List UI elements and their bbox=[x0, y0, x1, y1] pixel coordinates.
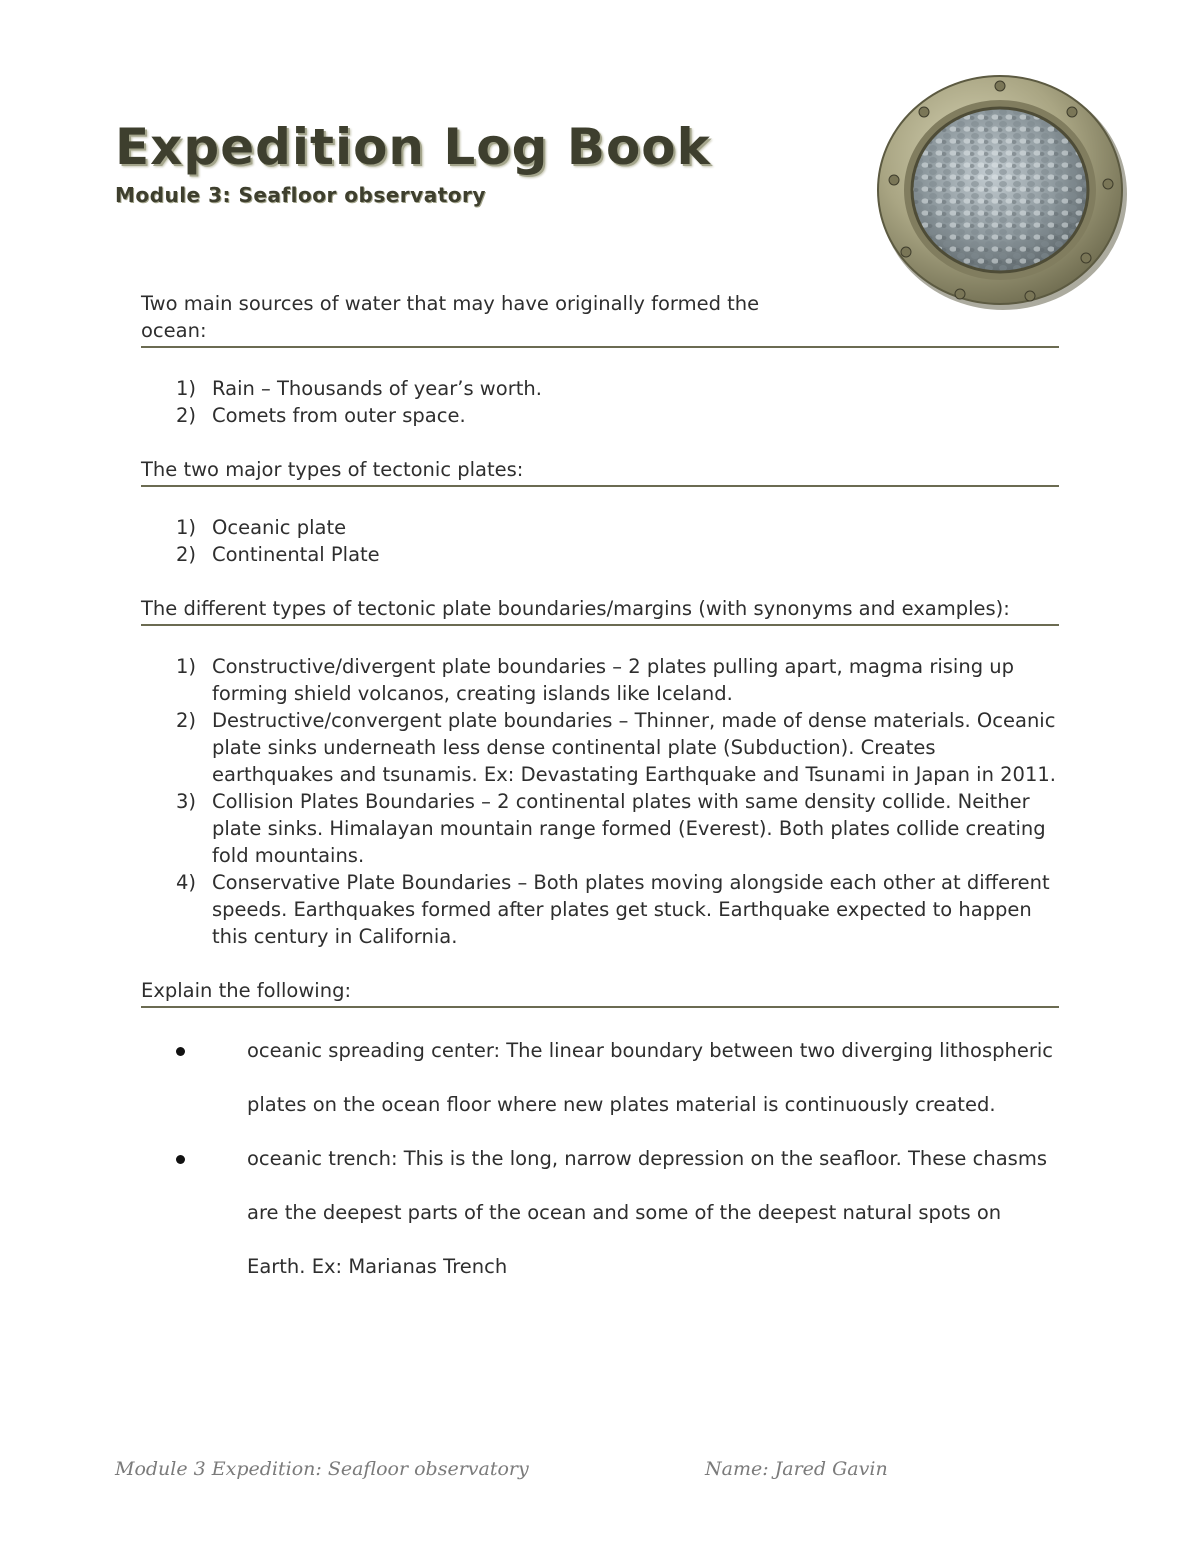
footer-module: Module 3 Expedition: Seafloor observatory bbox=[115, 1458, 529, 1480]
footer-name: Name: Jared Gavin bbox=[705, 1458, 888, 1480]
page-subtitle: Module 3: Seafloor observatory bbox=[115, 183, 486, 207]
question-plate-types: The two major types of tectonic plates: bbox=[141, 456, 1059, 487]
bullet-icon bbox=[176, 1155, 185, 1164]
list-item: 3) Collision Plates Boundaries – 2 continental plates with same density collide. Neither plate sinks. Himalayan mountain range formed (Everest). Both plates collide creating fold mountains. bbox=[176, 790, 1046, 867]
list-item: oceanic trench: This is the long, narrow depression on the seafloor. These chasms are the deepest parts of the ocean and some of the deepest natural spots on Earth. Ex: Marianas Trench bbox=[141, 1132, 1059, 1294]
list-item: 1) Rain – Thousands of year’s worth. bbox=[176, 377, 542, 400]
list-item: 4) Conservative Plate Boundaries – Both plates moving alongside each other at different speeds. Earthquakes formed after plates get stuck. Earthquake expected to happen this century in California. bbox=[176, 871, 1050, 948]
page-title: Expedition Log Book bbox=[115, 118, 711, 176]
list-item: 1) Oceanic plate bbox=[176, 516, 347, 539]
list-item: 1) Constructive/divergent plate boundaries – 2 plates pulling apart, magma rising up forming shield volcanos, creating islands like Iceland. bbox=[176, 655, 1015, 705]
log-content bbox=[141, 290, 1059, 1294]
list-item: 2) Destructive/convergent plate boundaries – Thinner, made of dense materials. Oceanic plate sinks underneath less dense continental plate (Subduction). Creates earthquakes and tsunamis. Ex: Devastating Earthquake and Tsunami in Japan in 2011. bbox=[176, 709, 1056, 786]
explain-bullet-list bbox=[141, 1024, 1059, 1294]
question-plate-boundaries: The different types of tectonic plate boundaries/margins (with synonyms and examples): bbox=[141, 595, 1059, 626]
list-item: 2) Comets from outer space. bbox=[176, 404, 466, 427]
list-item: 2) Continental Plate bbox=[176, 543, 380, 566]
list-item: oceanic spreading center: The linear boundary between two diverging lithospheric plates on the ocean floor where new plates material is continuously created. bbox=[141, 1024, 1059, 1132]
question-water-sources: Two main sources of water that may have originally formed the ocean: bbox=[141, 290, 1059, 348]
answer-list-water-sources bbox=[141, 375, 1059, 429]
porthole-image bbox=[872, 72, 1130, 312]
question-explain: Explain the following: bbox=[141, 977, 1059, 1008]
answer-list-plate-types bbox=[141, 514, 1059, 568]
answer-list-plate-boundaries bbox=[141, 653, 1059, 950]
bullet-icon bbox=[176, 1047, 185, 1056]
